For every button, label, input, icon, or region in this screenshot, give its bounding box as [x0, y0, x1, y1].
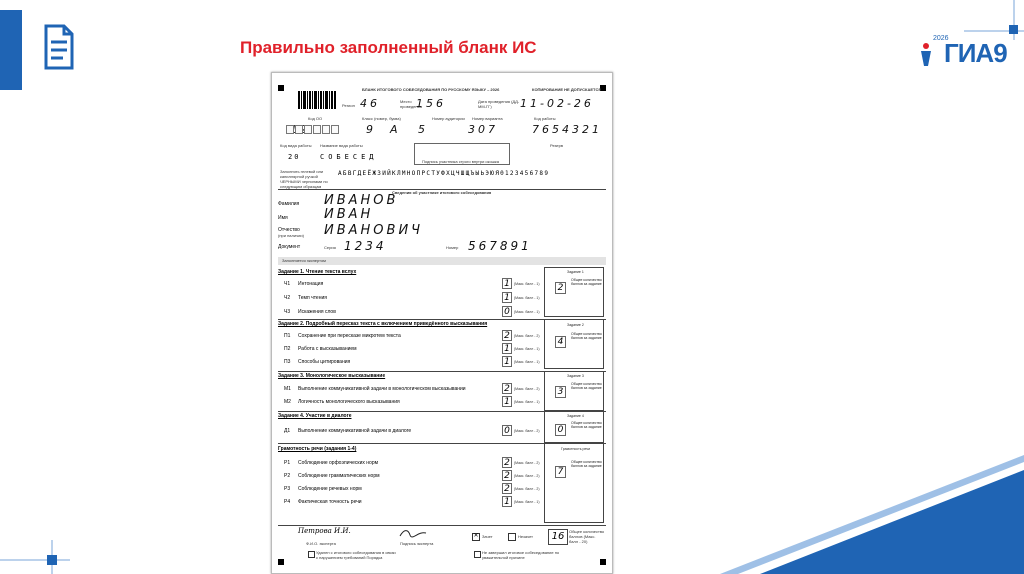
- work-code-value: 7654321: [532, 123, 602, 136]
- oo-label: Код ОО: [308, 116, 323, 121]
- task-4-side-title: Задание 4: [567, 414, 584, 418]
- exam-form: [271, 72, 613, 574]
- criterion-max: (Макс. балл - 2): [514, 387, 540, 391]
- divider: [278, 525, 606, 526]
- audience-value: 5: [418, 123, 428, 136]
- task-1-title: Задание 1. Чтение текста вслух: [278, 269, 357, 275]
- signature-caption: Подпись участника строго внутри окошка: [422, 159, 499, 164]
- patronymic-label: Отчество: [278, 227, 300, 233]
- type-name-label: Название вида работы: [320, 143, 363, 148]
- date-value: 11-02-26: [520, 97, 594, 110]
- expert-bar: [278, 257, 606, 265]
- alphabet-sample: АБВГДЕЁЖЗИЙКЛМНОПРСТУФХЦЧШЩЪЫЬЭЮЯ0123456789: [338, 170, 550, 177]
- patronymic-note: (при наличии): [278, 233, 304, 238]
- barcode: [298, 91, 336, 109]
- class-label: Класс (номер, буква): [362, 116, 401, 121]
- criterion-row: Р4 Фактическая точность речи: [284, 499, 362, 505]
- not-finished-label: Не завершил итоговое собеседование по уважительной причине: [482, 550, 560, 560]
- type-code-value: 20: [288, 153, 301, 161]
- criterion-row: П3 Способы цитирования: [284, 359, 351, 365]
- literacy-side-title: Грамотность речи: [561, 447, 591, 451]
- logo-text: ГИА9: [944, 38, 1007, 68]
- type-name-value: СОБЕСЕД: [320, 153, 378, 161]
- expert-signature: [398, 527, 428, 539]
- criterion-max: (Макс. балл - 2): [514, 474, 540, 478]
- criterion-score: 2: [502, 383, 512, 394]
- class-number: 9: [366, 123, 376, 136]
- removed-label: Удален с итогового собеседования в связи с нарушением требований Порядка: [316, 550, 396, 560]
- document-label: Документ: [278, 244, 301, 250]
- literacy-total-box: [544, 443, 604, 523]
- name-value: ИВАН: [324, 207, 374, 222]
- passed-label: Зачет: [482, 534, 493, 539]
- task-3-total-box: [544, 371, 604, 411]
- criterion-max: (Макс. балл - 1): [514, 360, 540, 364]
- left-accent-bar: [0, 10, 22, 90]
- type-code-label: Код вида работы: [280, 143, 312, 148]
- criterion-row: Ч1 Интонация: [284, 281, 324, 287]
- task-1-side-label: Общее количество баллов за задание: [571, 278, 602, 286]
- task-3-title: Задание 3. Монологическое высказывание: [278, 373, 386, 379]
- place-label: Место проведения: [400, 99, 422, 109]
- oo-cells: [286, 125, 340, 134]
- surname-label: Фамилия: [278, 201, 300, 207]
- failed-label: Незачет: [518, 534, 534, 539]
- task-1-total: 2: [555, 282, 566, 294]
- task-1-side-title: Задание 1: [567, 270, 584, 274]
- date-label: Дата проведения (ДД-ММ-ГГ): [478, 99, 520, 109]
- literacy-title: Грамотность речи (задания 1-4): [278, 446, 357, 452]
- number-label: Номер: [446, 245, 459, 250]
- criterion-row: М2 Логичность монологического высказывания: [284, 399, 400, 405]
- form-header-title: БЛАНК ИТОГОВОГО СОБЕСЕДОВАНИЯ ПО РУССКОМУ ЯЗЫКУ – 2026: [362, 87, 500, 92]
- task-2-total-box: [544, 319, 604, 369]
- class-letter: А: [390, 123, 401, 136]
- criterion-max: (Макс. балл - 1): [514, 500, 540, 504]
- criterion-row: Р3 Соблюдение речевых норм: [284, 486, 362, 492]
- task-3-side-label: Общее количество баллов за задание: [571, 382, 602, 390]
- slide-title: Правильно заполненный бланк ИС: [240, 38, 537, 57]
- criterion-score: 1: [502, 356, 512, 367]
- passed-checkbox: ✕: [473, 533, 479, 539]
- criterion-max: (Макс. балл - 2): [514, 461, 540, 465]
- task-1-total-box: [544, 267, 604, 317]
- work-code-label: Код работы: [534, 116, 556, 121]
- criterion-max: (Макс. балл - 1): [514, 282, 540, 286]
- criterion-row: П2 Работа с высказыванием: [284, 346, 357, 352]
- criterion-max: (Макс. балл - 2): [514, 429, 540, 433]
- expert-name: Петрова И.И.: [298, 527, 351, 535]
- criterion-row: М1 Выполнение коммуникативной задачи в монологическом высказывании: [284, 386, 466, 392]
- criterion-score: 1: [502, 292, 512, 303]
- alphabet-label: Заполнять гелевой или капиллярной ручкой ЧЕРНЫМИ чернилами по следующим образцам: [280, 169, 328, 189]
- variant-value: 307: [468, 123, 498, 136]
- criterion-score: 1: [502, 278, 512, 289]
- logo-year: 2026: [933, 35, 949, 42]
- participant-section-title: Сведения об участнике итогового собеседования: [392, 190, 492, 195]
- criterion-max: (Макс. балл - 1): [514, 296, 540, 300]
- task-4-total-box: [544, 411, 604, 443]
- criterion-max: (Макс. балл - 2): [514, 487, 540, 491]
- criterion-row: Ч3 Искажения слов: [284, 309, 336, 315]
- criterion-max: (Макс. балл - 1): [514, 310, 540, 314]
- criterion-score: 2: [502, 457, 512, 468]
- task-2-total: 4: [555, 336, 566, 348]
- corner-marker: [278, 559, 284, 565]
- removed-checkbox: [308, 551, 315, 558]
- task-4-total: 0: [555, 424, 566, 436]
- total-label: Общее количество баллов (Макс. балл - 20): [569, 529, 605, 544]
- number-value: 567891: [468, 239, 532, 253]
- criterion-row: Ч2 Темп чтения: [284, 295, 327, 301]
- criterion-max: (Макс. балл - 1): [514, 400, 540, 404]
- criterion-score: 1: [502, 496, 512, 507]
- patronymic-value: ИВАНОВИЧ: [324, 223, 424, 238]
- place-value: 156: [416, 97, 446, 110]
- task-2-title: Задание 2. Подробный пересказ текста с включением приведённого высказывания: [278, 321, 488, 327]
- task-3-side-title: Задание 3: [567, 374, 584, 378]
- audience-label: Номер аудитории: [432, 116, 465, 121]
- corner-marker: [600, 559, 606, 565]
- document-icon: [38, 22, 78, 72]
- expert-signature-caption: Подпись эксперта: [400, 541, 434, 546]
- reserve-label: Резерв: [550, 143, 563, 148]
- criterion-score: 2: [502, 470, 512, 481]
- region-value: 46: [360, 97, 380, 110]
- surname-value: ИВАНОВ: [324, 193, 399, 208]
- task-4-side-label: Общее количество баллов за задание: [571, 421, 602, 429]
- criterion-score: 1: [502, 396, 512, 407]
- expert-label: Заполняется экспертом: [282, 258, 326, 263]
- task-3-total: 3: [555, 386, 566, 398]
- criterion-max: (Макс. балл - 2): [514, 334, 540, 338]
- expert-name-caption: Ф.И.О. эксперта: [306, 541, 336, 546]
- criterion-score: 0: [502, 425, 512, 436]
- form-header-note: КОПИРОВАНИЕ НЕ ДОПУСКАЕТСЯ: [532, 87, 602, 92]
- task-4-title: Задание 4. Участие в диалоге: [278, 413, 352, 419]
- task-2-side-title: Задание 2: [567, 323, 584, 327]
- literacy-total: 7: [555, 466, 566, 478]
- failed-checkbox: [508, 533, 516, 541]
- criterion-score: 2: [502, 483, 512, 494]
- series-label: Серия: [324, 245, 336, 250]
- variant-label: Номер варианта: [472, 116, 503, 121]
- literacy-side-label: Общее количество баллов за задание: [571, 460, 602, 468]
- criterion-max: (Макс. балл - 1): [514, 347, 540, 351]
- criterion-score: 1: [502, 343, 512, 354]
- criterion-score: 0: [502, 306, 512, 317]
- corner-marker: [278, 85, 284, 91]
- criterion-row: П1 Сохранение при пересказе микротем текста: [284, 333, 401, 339]
- criterion-row: Р1 Соблюдение орфоэпических норм: [284, 460, 379, 466]
- series-value: 1234: [344, 239, 387, 253]
- name-label: Имя: [278, 215, 288, 221]
- task-2-side-label: Общее количество баллов за задание: [571, 332, 602, 340]
- criterion-score: 2: [502, 330, 512, 341]
- total-score: 16: [548, 529, 568, 545]
- criterion-row: Р2 Соблюдение грамматических норм: [284, 473, 380, 479]
- region-label: Регион: [342, 103, 355, 108]
- not-finished-checkbox: [474, 551, 481, 558]
- criterion-row: Д1 Выполнение коммуникативной задачи в диалоге: [284, 428, 412, 434]
